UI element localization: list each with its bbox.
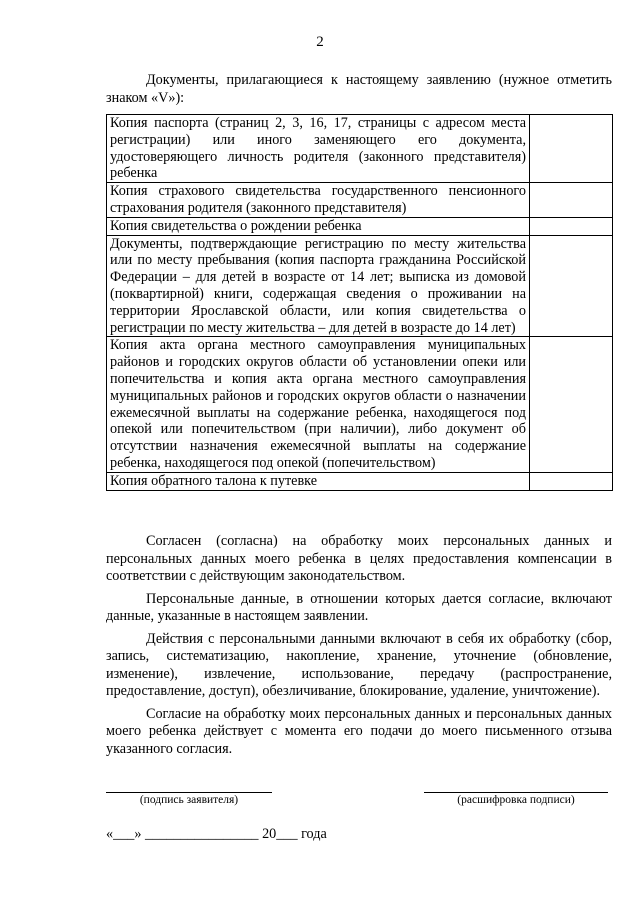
document-checkbox-cell[interactable] <box>530 337 613 472</box>
table-row <box>107 183 613 218</box>
table-row <box>107 337 613 472</box>
page-number: 2 <box>316 34 324 50</box>
signature-decoding-caption: (расшифровка подписи) <box>457 794 575 806</box>
consent-section <box>106 533 612 763</box>
attachments-intro: Документы, прилагающиеся к настоящему заявлению (нужное отметить знаком «V»): <box>106 72 612 106</box>
document-name: Копия страхового свидетельства государственного пенсионного страхования родителя (законного представителя) <box>107 183 530 218</box>
table-row <box>107 115 613 183</box>
consent-paragraph: Согласие на обработку моих персональных данных и персональных данных моего ребенка действует с момента его подачи до моего письменного отзыва указанного согласия. <box>106 705 612 757</box>
applicant-signature-line[interactable] <box>106 792 272 793</box>
attached-documents-table <box>106 114 613 491</box>
consent-paragraph: Согласен (согласна) на обработку моих персональных данных и персональных данных моего ребенка в целях предоставления компенсации в соответствии с действующим законодательством. <box>106 533 612 584</box>
document-name: Копия паспорта (страниц 2, 3, 16, 17, страницы с адресом места регистрации) или иного заменяющего его документа, удостоверяющего личность родителя (законного представителя) ребенка <box>107 115 530 183</box>
document-name: Копия свидетельства о рождении ребенка <box>107 217 530 235</box>
consent-paragraph: Персональные данные, в отношении которых дается согласие, включают данные, указанные в настоящем заявлении. <box>106 590 612 624</box>
document-checkbox-cell[interactable] <box>530 235 613 337</box>
date-line[interactable]: «___» ________________ 20___ года <box>106 826 327 842</box>
document-checkbox-cell[interactable] <box>530 183 613 218</box>
signature-decoding-line[interactable] <box>424 792 608 793</box>
table-row <box>107 217 613 235</box>
document-name: Документы, подтверждающие регистрацию по месту жительства или по месту пребывания (копия паспорта гражданина Российской Федерации – для детей в возрасте от 14 лет; выписка из домовой (поквартирной) книги, содержащая сведения о проживании на территории Ярославской области, или копия свидетельства о регистрации по месту жительства – для детей в возрасте до 14 лет) <box>107 235 530 337</box>
table-row <box>107 235 613 337</box>
document-checkbox-cell[interactable] <box>530 115 613 183</box>
document-name: Копия обратного талона к путевке <box>107 472 530 490</box>
document-name: Копия акта органа местного самоуправления муниципальных районов и городских округов области об установлении опеки или попечительства и копия акта органа местного самоуправления муниципальных районов и городских округов области о назначении ежемесячной выплаты на содержание ребенка, находящегося под опекой или попечительством (при наличии), либо документ об отсутствии назначения ежемесячной выплаты на содержание ребенка, находящегося под опекой (попечительством) <box>107 337 530 472</box>
document-checkbox-cell[interactable] <box>530 217 613 235</box>
table-row <box>107 472 613 490</box>
document-checkbox-cell[interactable] <box>530 472 613 490</box>
consent-paragraph: Действия с персональными данными включают в себя их обработку (сбор, запись, систематизацию, накопление, хранение, уточнение (обновление, изменение), извлечение, использование, передачу (распространение, предоставление, доступ), обезличивание, блокирование, удаление, уничтожение). <box>106 630 612 699</box>
applicant-signature-caption: (подпись заявителя) <box>139 794 239 806</box>
